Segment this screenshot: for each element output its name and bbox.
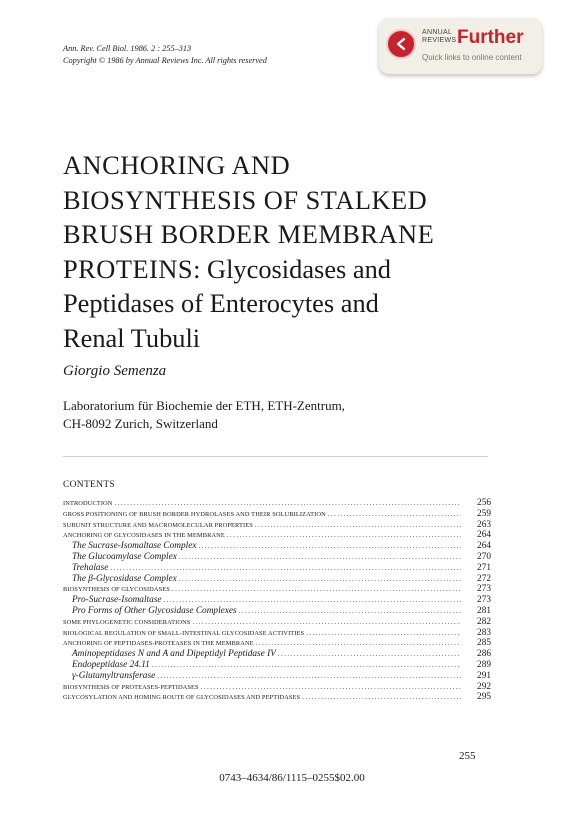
toc-entry bbox=[63, 520, 491, 531]
affiliation bbox=[63, 397, 345, 433]
toc-entry bbox=[63, 541, 491, 552]
copyright-notice: Copyright © 1986 by Annual Reviews Inc. All rights reserved bbox=[63, 56, 267, 65]
toc-entry bbox=[63, 563, 491, 574]
toc-entry bbox=[63, 574, 491, 585]
toc-entry bbox=[63, 552, 491, 563]
toc-leader-dots bbox=[306, 628, 461, 639]
badge-annual: ANNUAL bbox=[422, 29, 453, 36]
toc-leader-dots bbox=[179, 574, 461, 585]
toc-leader-dots bbox=[302, 692, 461, 703]
contents-heading: CONTENTS bbox=[63, 480, 116, 490]
badge-reviews: REVIEWS bbox=[422, 37, 457, 44]
title-line: Renal Tubuli bbox=[63, 322, 201, 353]
toc-leader-dots bbox=[152, 660, 461, 671]
toc-entry-page: 291 bbox=[477, 670, 491, 681]
title-line: Peptidases of Enterocytes and bbox=[63, 288, 379, 318]
toc-entry bbox=[63, 649, 491, 660]
toc-entry-page: 263 bbox=[477, 519, 491, 530]
toc-entry-page: 259 bbox=[477, 508, 491, 519]
toc-entry bbox=[63, 671, 491, 682]
toc-leader-dots bbox=[201, 682, 461, 693]
toc-entry bbox=[63, 530, 491, 541]
table-of-contents bbox=[63, 498, 491, 703]
toc-entry-title: INTRODUCTION bbox=[63, 500, 113, 507]
title-line: BRUSH BORDER MEMBRANE bbox=[63, 219, 435, 249]
toc-entry-title: ANCHORING OF GLYCOSIDASES IN THE MEMBRANE bbox=[63, 532, 225, 540]
toc-entry-title: ANCHORING OF PEPTIDASES-PROTEASES IN THE MEMBRANE bbox=[63, 640, 254, 648]
toc-entry-title: GROSS POSITIONING OF BRUSH BORDER HYDROLASES AND THEIR SOLUBILIZATION bbox=[63, 510, 326, 518]
affiliation-line: CH-8092 Zurich, Switzerland bbox=[63, 416, 218, 431]
toc-leader-dots bbox=[157, 671, 461, 682]
toc-entry-page: 272 bbox=[477, 573, 491, 584]
toc-entry bbox=[63, 682, 491, 693]
page-number: 255 bbox=[459, 750, 476, 762]
further-links-badge[interactable] bbox=[379, 18, 542, 74]
title-rest-segment: : Glycosidases and bbox=[193, 253, 392, 284]
toc-leader-dots bbox=[198, 541, 461, 552]
badge-further-label: Further bbox=[457, 27, 524, 48]
toc-entry-page: 271 bbox=[477, 562, 491, 573]
toc-leader-dots bbox=[192, 617, 461, 628]
toc-entry-title: BIOSYNTHESIS OF GLYCOSIDASES bbox=[63, 586, 170, 594]
toc-leader-dots bbox=[179, 552, 461, 563]
article-price: $02.00 bbox=[334, 772, 365, 784]
toc-entry-page: 289 bbox=[477, 659, 491, 670]
toc-entry-title: Endopeptidase 24.11 bbox=[72, 659, 150, 670]
toc-entry bbox=[63, 584, 491, 595]
journal-citation: Ann. Rev. Cell Biol. 1986. 2 : 255–313 bbox=[63, 44, 192, 53]
toc-entry bbox=[63, 498, 491, 509]
article-code-number: 0743–4634/86/1115–0255 bbox=[219, 772, 335, 784]
affiliation-line: Laboratorium für Biochemie der ETH, ETH-Zentrum, bbox=[63, 398, 345, 413]
toc-entry bbox=[63, 606, 491, 617]
toc-entry-title: The β-Glycosidase Complex bbox=[72, 573, 177, 584]
toc-entry-page: 256 bbox=[477, 498, 491, 508]
toc-entry-title: BIOLOGICAL REGULATION OF SMALL-INTESTINAL GLYCOSIDASE ACTIVITIES bbox=[63, 629, 305, 637]
toc-leader-dots bbox=[256, 638, 461, 649]
toc-entry-page: 273 bbox=[477, 584, 491, 595]
toc-entry-title: GLYCOSYLATION AND HOMING ROUTE OF GLYCOSIDASES AND PEPTIDASES bbox=[63, 694, 301, 702]
toc-entry-title: Pro-Sucrase-Isomaltase bbox=[72, 595, 162, 606]
toc-entry-page: 270 bbox=[477, 551, 491, 562]
toc-entry-page: 273 bbox=[477, 595, 491, 606]
toc-entry-page: 283 bbox=[477, 627, 491, 638]
toc-entry bbox=[63, 660, 491, 671]
toc-entry-page: 264 bbox=[477, 541, 491, 552]
toc-leader-dots bbox=[172, 584, 461, 595]
toc-entry bbox=[63, 595, 491, 606]
badge-publisher bbox=[422, 29, 456, 45]
journal-header bbox=[63, 43, 267, 67]
toc-entry-page: 281 bbox=[477, 605, 491, 616]
toc-leader-dots bbox=[227, 530, 461, 541]
toc-entry bbox=[63, 617, 491, 628]
toc-entry-page: 282 bbox=[477, 616, 491, 627]
toc-entry-title: Aminopeptidases N and A and Dipeptidyl Peptidase IV bbox=[72, 649, 276, 660]
toc-leader-dots bbox=[114, 498, 461, 509]
title-line bbox=[63, 252, 503, 287]
toc-leader-dots bbox=[255, 520, 461, 531]
play-arrow-icon bbox=[386, 29, 416, 59]
toc-entry-title: BIOSYNTHESIS OF PROTEASES-PEPTIDASES bbox=[63, 683, 199, 691]
toc-entry-page: 295 bbox=[477, 692, 491, 703]
toc-leader-dots bbox=[328, 509, 461, 520]
toc-leader-dots bbox=[164, 595, 461, 606]
article-code bbox=[0, 772, 562, 784]
toc-entry bbox=[63, 638, 491, 649]
toc-entry bbox=[63, 692, 491, 703]
title-caps-segment: PROTEINS bbox=[63, 253, 194, 284]
toc-leader-dots bbox=[239, 606, 461, 617]
toc-entry-title: SOME PHYLOGENETIC CONSIDERATIONS bbox=[63, 618, 191, 626]
toc-entry-title: The Sucrase-Isomaltase Complex bbox=[72, 541, 197, 552]
article-title bbox=[63, 148, 503, 355]
toc-entry-page: 286 bbox=[477, 649, 491, 660]
title-line: BIOSYNTHESIS OF STALKED bbox=[63, 184, 428, 215]
toc-entry-page: 285 bbox=[477, 638, 491, 649]
toc-entry-page: 264 bbox=[477, 530, 491, 541]
toc-entry-title: γ-Glutamyltransferase bbox=[72, 670, 156, 681]
title-line: ANCHORING AND bbox=[63, 150, 291, 180]
toc-entry-title: Pro Forms of Other Glycosidase Complexes bbox=[72, 605, 237, 616]
toc-leader-dots bbox=[278, 649, 461, 660]
section-divider bbox=[63, 456, 488, 457]
toc-leader-dots bbox=[110, 563, 461, 574]
toc-entry-title: The Glucoamylase Complex bbox=[72, 551, 177, 562]
author-name: Giorgio Semenza bbox=[63, 363, 167, 379]
toc-entry bbox=[63, 628, 491, 639]
toc-entry-title: Trehalase bbox=[72, 562, 109, 573]
toc-entry-title: SUBUNIT STRUCTURE AND MACROMOLECULAR PROPERTIES bbox=[63, 521, 253, 529]
badge-tagline: Quick links to online content bbox=[422, 53, 522, 62]
toc-entry-page: 292 bbox=[477, 681, 491, 692]
toc-entry bbox=[63, 509, 491, 520]
